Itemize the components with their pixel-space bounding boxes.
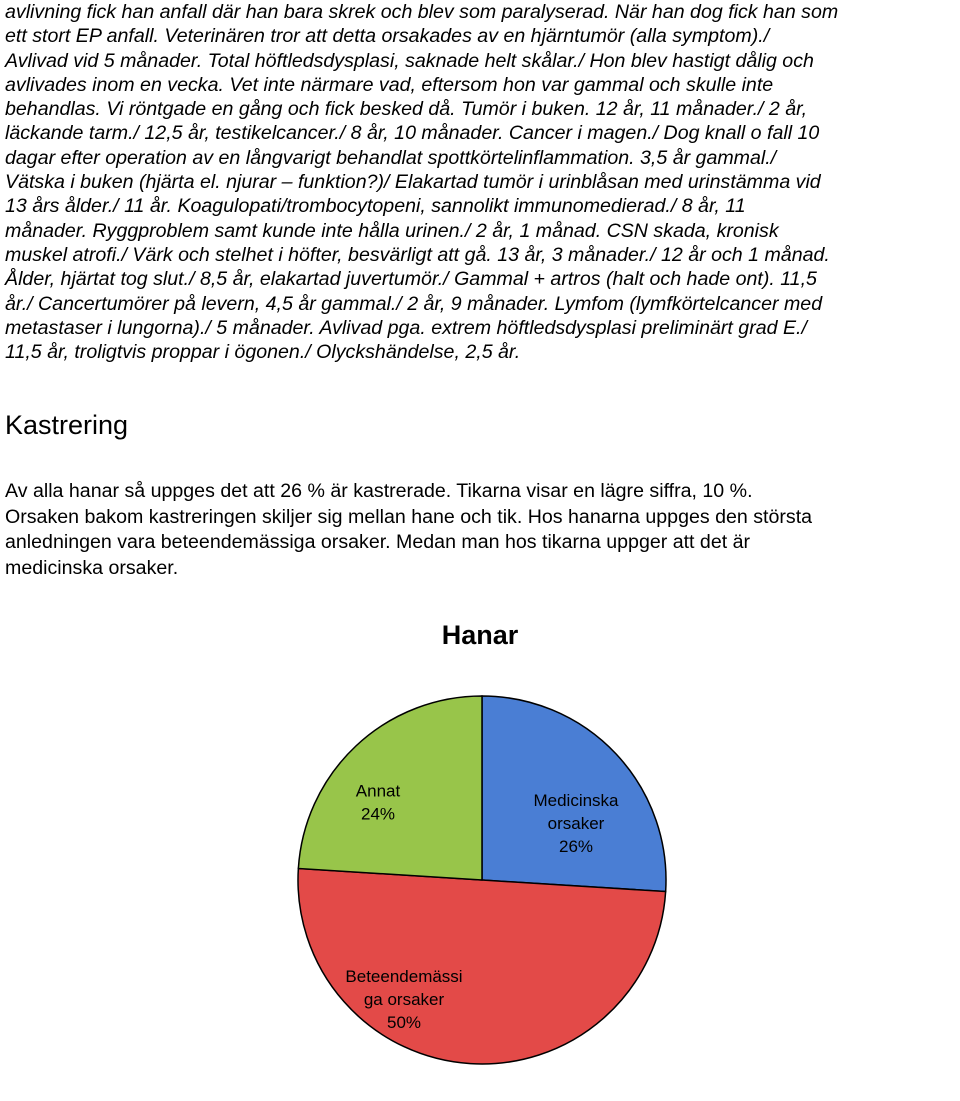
chart-title: Hanar [441,620,519,650]
case-notes-line: 13 års ålder./ 11 år. Koagulopati/trombocytopeni, sannolikt immunomedierad./ 8 år, 11 [5,195,746,218]
case-notes-line: avlivning fick han anfall där han bara skrek och blev som paralyserad. När han dog fick han som [5,1,839,23]
paragraph-line: Orsaken bakom kastreringen skiljer sig mellan hane och tik. Hos hanarna uppges den största [5,505,813,528]
case-notes-line: ett stort EP anfall. Veterinären tror att detta orsakades av en hjärntumör (alla symptom)./ [5,25,770,48]
case-notes-line: månader. Ryggproblem samt kunde inte hålla urinen./ 2 år, 1 månad. CSN skada, kronisk [5,219,779,242]
case-notes-line: muskel atrofi./ Värk och stelhet i höfter, besvärligt att gå. 13 år, 3 månader./ 12 år och 1 månad. [5,243,830,266]
case-notes-line: metastaser i lungorna)./ 5 månader. Avlivad pga. extrem höftledsdysplasi preliminärt grad E./ [5,316,807,339]
slice-label: 26% [558,837,594,856]
slice-label: Medicinska [533,791,619,810]
slice-label: 50% [386,1013,422,1032]
case-notes-line: år./ Cancertumörer på levern, 4,5 år gammal./ 2 år, 9 månader. Lymfom (lymfkörtelcancer med [5,292,823,315]
slice-label: Beteendemässi [345,967,463,986]
paragraph-line: Av alla hanar så uppges det att 26 % är kastrerade. Tikarna visar en lägre siffra, 10 %. [5,480,753,502]
case-notes-line: Avlivad vid 5 månader. Total höftledsdysplasi, saknade helt skålar./ Hon blev hastigt dålig och [5,49,814,72]
case-notes-line: avlivades inom en vecka. Vet inte närmare vad, eftersom hon var gammal och skulle inte [5,73,774,96]
case-notes-line: Vätska i buken (hjärta el. njurar – funktion?)/ Elakartad tumör i urinblåsan med urinstämma vid [5,171,821,194]
slice-label: 24% [360,804,396,824]
slice-label: Annat [355,781,401,801]
paragraph-line: anledningen vara beteendemässiga orsaker. Medan man hos tikarna uppger att det är [5,531,751,553]
paragraph-line: medicinska orsaker. [5,556,179,579]
case-notes-line: dagar efter operation av en långvarigt behandlat spottkörtelinflammation. 3,5 år gammal./ [5,146,777,169]
case-notes-line: Ålder, hjärtat tog slut./ 8,5 år, elakartad juvertumör./ Gammal + artros (halt och hade ont). 11,5 [5,268,817,291]
slice-label: orsaker [547,814,605,833]
case-notes-line: läckande tarm./ 12,5 år, testikelcancer./ 8 år, 10 månader. Cancer i magen./ Dog knall o fall 10 [5,122,820,145]
case-notes-line: 11,5 år, troligtvis proppar i ögonen./ Olyckshändelse, 2,5 år. [5,341,521,364]
section-heading: Kastrering [5,410,129,440]
slice-label: ga orsaker [363,990,445,1009]
case-notes-line: behandlas. Vi röntgade en gång och fick besked då. Tumör i buken. 12 år, 11 månader./ 2 år, [5,98,808,121]
